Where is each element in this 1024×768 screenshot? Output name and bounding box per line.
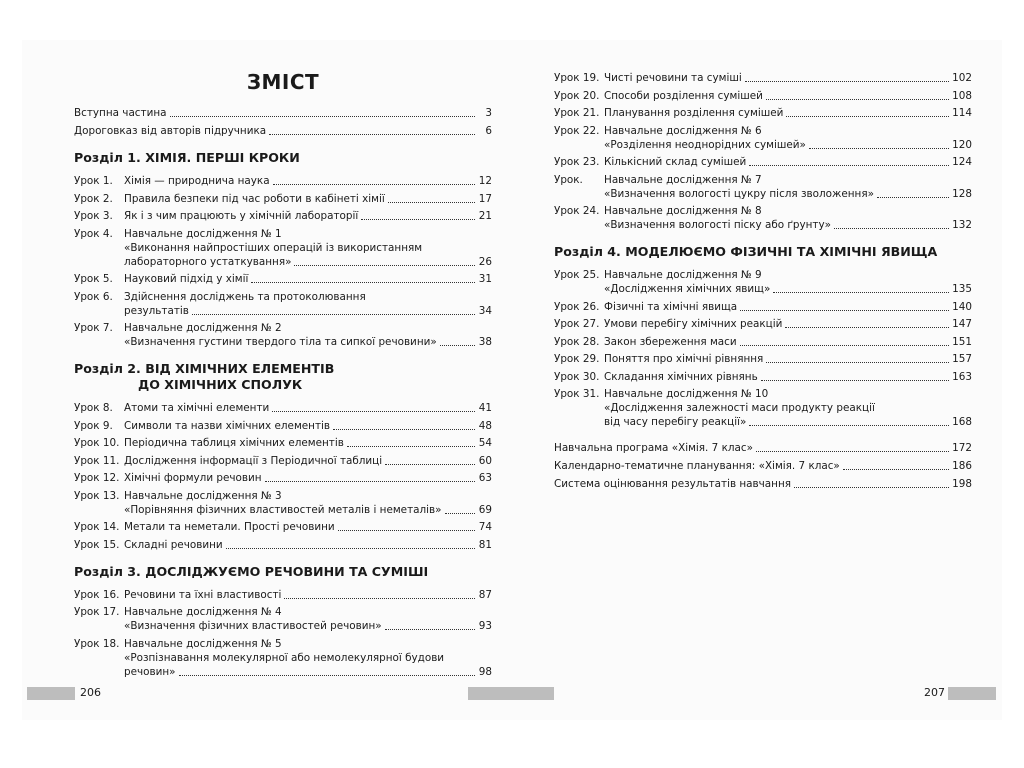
lesson-title — [124, 588, 492, 602]
page-ref: 186 — [952, 460, 972, 472]
left-footer-bar — [27, 687, 75, 700]
lesson-title — [124, 321, 492, 349]
lesson-entry[interactable] — [554, 89, 972, 103]
toc-line-text: «Визначення вологості цукру після зволоження» — [604, 187, 874, 200]
lesson-entry[interactable] — [74, 174, 492, 188]
appendix-entry[interactable] — [554, 441, 972, 455]
page-ref: 87 — [478, 588, 492, 601]
page-ref: 63 — [478, 472, 492, 484]
lesson-title — [604, 106, 972, 120]
lesson-title — [604, 89, 972, 103]
toc-line — [604, 317, 972, 331]
lesson-title — [124, 471, 492, 485]
page-ref: 69 — [478, 503, 492, 516]
toc-line — [124, 192, 492, 206]
lesson-title-line: Навчальне дослідження № 6 — [604, 124, 762, 137]
lesson-entry[interactable] — [554, 71, 972, 85]
toc-line-text: Речовини та їхні властивості — [124, 588, 282, 601]
toc-line-text: речовин» — [124, 665, 176, 678]
dot-leader — [265, 481, 475, 482]
toc-line-text: Календарно-тематичне планування: «Хімія. 7 клас» — [554, 460, 840, 472]
lesson-label: Урок 20. — [554, 89, 600, 102]
toc-line — [124, 503, 492, 517]
section-heading-line: Розділ 1. ХІМІЯ. ПЕРШІ КРОКИ — [74, 150, 300, 165]
lesson-label: Урок 9. — [74, 419, 113, 432]
page-ref: 26 — [478, 255, 492, 268]
toc-line — [124, 454, 492, 468]
toc-line — [604, 370, 972, 384]
page-ref: 21 — [478, 210, 492, 222]
lesson-label: Урок 29. — [554, 353, 600, 365]
lesson-label: Урок 22. — [554, 124, 600, 137]
toc-line-text: Правила безпеки під час роботи в кабінеті хімії — [124, 192, 385, 205]
toc-line — [604, 218, 972, 232]
lesson-title — [604, 155, 972, 169]
dot-leader — [745, 81, 949, 82]
lesson-title — [604, 173, 972, 201]
dot-leader — [251, 282, 475, 283]
lesson-title-line: «Виконання найпростіших операцій із використанням — [124, 241, 423, 254]
toc-line — [124, 174, 492, 188]
lesson-title-line: Здійснення досліджень та протоколювання — [124, 290, 366, 303]
toc-line-text: «Розділення неоднорідних сумішей» — [604, 138, 806, 151]
lesson-label: Урок 27. — [554, 318, 600, 330]
lesson-title — [604, 352, 972, 366]
lesson-title — [604, 124, 972, 152]
lesson-entry[interactable] — [554, 204, 972, 232]
lesson-label: Урок 16. — [74, 588, 120, 601]
page-ref: 41 — [478, 402, 492, 414]
lesson-entry[interactable] — [74, 419, 492, 433]
appendix-entry[interactable] — [554, 477, 972, 491]
lesson-title-line: Навчальне дослідження № 2 — [124, 322, 282, 334]
lesson-label: Урок 7. — [74, 322, 113, 334]
toc-line — [124, 436, 492, 450]
toc-line-text: Як і з чим працюють у хімічній лабораторії — [124, 210, 359, 222]
lesson-label: Урок 5. — [74, 273, 113, 285]
lesson-entry[interactable] — [554, 335, 972, 349]
toc-line-text: Фізичні та хімічні явища — [604, 300, 738, 313]
lesson-label: Урок 24. — [554, 205, 600, 217]
toc-line — [124, 619, 492, 633]
page-ref: 132 — [952, 219, 972, 231]
toc-line — [604, 106, 972, 120]
section-heading-line: Розділ 2. ВІД ХІМІЧНИХ ЕЛЕМЕНТІВ — [74, 361, 335, 376]
section-4 — [554, 244, 972, 429]
lesson-label: Урок. — [554, 173, 583, 186]
dot-leader — [761, 380, 949, 381]
lesson-entry[interactable] — [74, 321, 492, 349]
page-ref: 124 — [952, 156, 972, 168]
dot-leader — [740, 345, 950, 346]
page-ref: 48 — [478, 419, 492, 432]
lesson-label: Урок 28. — [554, 335, 600, 348]
dot-leader — [333, 429, 475, 430]
lesson-title — [604, 268, 972, 296]
lesson-label: Урок 12. — [74, 472, 120, 484]
left-page-number: 206 — [80, 686, 101, 699]
lessons-continued-list — [554, 71, 972, 232]
dot-leader — [445, 513, 476, 514]
toc-line — [74, 124, 492, 138]
section-heading-line: Розділ 3. ДОСЛІДЖУЄМО РЕЧОВИНИ ТА СУМІШІ — [74, 563, 429, 579]
lesson-label: Урок 18. — [74, 637, 120, 650]
lesson-entry[interactable] — [74, 454, 492, 468]
toc-line — [604, 300, 972, 314]
dot-leader — [192, 314, 475, 315]
lesson-title-line: Навчальне дослідження № 8 — [604, 205, 762, 217]
lesson-title — [124, 454, 492, 468]
dot-leader — [284, 598, 475, 599]
right-page — [554, 40, 972, 495]
toc-line — [554, 477, 972, 491]
lesson-label: Урок 3. — [74, 210, 113, 222]
dot-leader — [385, 629, 475, 630]
toc-line-text: «Визначення фізичних властивостей речовин» — [124, 620, 382, 632]
toc-line-text: Умови перебігу хімічних реакцій — [604, 318, 783, 330]
lesson-entry[interactable] — [554, 124, 972, 152]
lesson-title-line: Навчальне дослідження № 1 — [124, 227, 282, 240]
page-ref: 3 — [485, 107, 492, 119]
toc-line-text: Планування розділення сумішей — [604, 107, 784, 119]
toc-line-text: Науковий підхід у хімії — [124, 273, 249, 285]
toc-line — [604, 187, 972, 201]
lesson-title-line: «Розпізнавання молекулярної або немолекулярної будови — [124, 651, 445, 664]
lesson-label: Урок 23. — [554, 156, 600, 168]
lesson-entry[interactable] — [554, 317, 972, 331]
toc-line-text: «Визначення вологості піску або ґрунту» — [604, 219, 831, 231]
left-page — [74, 40, 492, 682]
lesson-entry[interactable] — [554, 268, 972, 296]
toc-line-text: Дослідження інформації з Періодичної таблиці — [124, 454, 383, 467]
toc-line-text: Система оцінювання результатів навчання — [554, 478, 792, 490]
lesson-label: Урок 2. — [74, 192, 113, 205]
page-ref: 147 — [952, 318, 972, 330]
dot-leader — [785, 327, 949, 328]
intro-list — [74, 106, 492, 138]
dot-leader — [794, 487, 949, 488]
toc-line-text: лабораторного устаткування» — [124, 255, 292, 268]
intro-entry[interactable] — [74, 106, 492, 120]
section-heading-line: ДО ХІМІЧНИХ СПОЛУК — [138, 377, 303, 392]
page-ref: 120 — [952, 138, 972, 151]
lesson-entry[interactable] — [554, 106, 972, 120]
lesson-label: Урок 31. — [554, 388, 600, 400]
toc-line — [124, 471, 492, 485]
dot-leader — [294, 265, 475, 266]
page-ref: 102 — [952, 72, 972, 84]
page-ref: 168 — [952, 416, 972, 428]
toc-line — [604, 138, 972, 152]
lesson-entry[interactable] — [74, 272, 492, 286]
lesson-title — [124, 227, 492, 269]
toc-line — [604, 282, 972, 296]
lesson-label: Урок 15. — [74, 538, 120, 551]
page-ref: 17 — [478, 192, 492, 205]
lesson-label: Урок 8. — [74, 402, 113, 414]
page-ref: 163 — [952, 370, 972, 383]
lesson-title — [124, 290, 492, 318]
lesson-title-line: Навчальне дослідження № 4 — [124, 606, 282, 618]
intro-entry[interactable] — [74, 124, 492, 138]
toc-line — [604, 415, 972, 429]
lesson-title-line: Навчальне дослідження № 7 — [604, 173, 762, 186]
lesson-title — [124, 209, 492, 223]
lesson-label: Урок 21. — [554, 107, 600, 119]
lesson-label: Урок 4. — [74, 227, 113, 240]
lesson-entry[interactable] — [554, 155, 972, 169]
lesson-entry[interactable] — [554, 352, 972, 366]
toc-line-text: «Порівняння фізичних властивостей металів і неметалів» — [124, 503, 442, 516]
dot-leader — [786, 116, 949, 117]
page-ref: 172 — [952, 442, 972, 454]
toc-line — [124, 401, 492, 415]
lesson-title — [124, 174, 492, 188]
dot-leader — [385, 464, 475, 465]
toc-line — [554, 459, 972, 473]
toc-line — [74, 106, 492, 120]
page-ref: 38 — [478, 336, 492, 348]
toc-line-text: від часу перебігу реакції» — [604, 416, 747, 428]
dot-leader — [170, 116, 476, 117]
lesson-title — [124, 637, 492, 679]
dot-leader — [756, 451, 949, 452]
lesson-label: Урок 30. — [554, 370, 600, 383]
section-heading — [74, 564, 492, 580]
lesson-label: Урок 6. — [74, 290, 113, 303]
toc-line-text: Способи розділення сумішей — [604, 89, 763, 102]
dot-leader — [338, 530, 475, 531]
lesson-entry[interactable] — [74, 471, 492, 485]
dot-leader — [834, 228, 949, 229]
lesson-label: Урок 25. — [554, 269, 600, 281]
lesson-entry[interactable] — [554, 173, 972, 201]
toc-line-text: результатів — [124, 304, 189, 317]
dot-leader — [347, 446, 475, 447]
page-ref: 34 — [478, 304, 492, 317]
lesson-entry[interactable] — [74, 209, 492, 223]
lesson-entry[interactable] — [554, 387, 972, 429]
dot-leader — [766, 362, 949, 363]
dot-leader — [877, 197, 949, 198]
lesson-title-line: Навчальне дослідження № 3 — [124, 489, 282, 502]
dot-leader — [440, 345, 475, 346]
section-heading — [74, 361, 492, 393]
lesson-entry[interactable] — [74, 436, 492, 450]
lesson-title — [124, 401, 492, 415]
right-footer-bar — [948, 687, 996, 700]
lesson-entry[interactable] — [74, 290, 492, 318]
page-ref: 93 — [478, 620, 492, 632]
page-ref: 31 — [478, 273, 492, 285]
lesson-title — [604, 387, 972, 429]
toc-line-text: Хімія — природнича наука — [124, 175, 270, 187]
dot-leader — [361, 219, 475, 220]
page-ref: 108 — [952, 89, 972, 102]
lesson-entry[interactable] — [554, 300, 972, 314]
lesson-title — [604, 317, 972, 331]
lesson-label: Урок 11. — [74, 454, 120, 467]
lesson-title — [604, 335, 972, 349]
appendix-entry[interactable] — [554, 459, 972, 473]
dot-leader — [269, 134, 475, 135]
toc-line-text: Вступна частина — [74, 107, 167, 119]
toc-line-text: Поняття про хімічні рівняння — [604, 353, 764, 365]
toc-line — [604, 89, 972, 103]
lesson-label: Урок 1. — [74, 175, 113, 187]
page-ref: 198 — [952, 478, 972, 490]
toc-line — [124, 255, 492, 269]
page-ref: 81 — [478, 538, 492, 551]
lesson-title — [124, 436, 492, 450]
toc-line — [124, 335, 492, 349]
dot-leader — [773, 292, 949, 293]
toc-line — [124, 520, 492, 534]
dot-leader — [843, 469, 949, 470]
toc-line-text: Періодична таблиця хімічних елементів — [124, 437, 344, 449]
lesson-label: Урок 26. — [554, 300, 600, 313]
toc-line-text: Дороговказ від авторів підручника — [74, 125, 267, 137]
book-spread — [22, 40, 1002, 720]
lesson-entry[interactable] — [74, 227, 492, 269]
lesson-title-line: Навчальне дослідження № 10 — [604, 388, 769, 400]
dot-leader — [226, 548, 475, 549]
lesson-label: Урок 19. — [554, 72, 600, 84]
toc-line-text: Атоми та хімічні елементи — [124, 402, 270, 414]
lesson-title — [124, 419, 492, 433]
toc-line — [124, 538, 492, 552]
page-title: ЗМІСТ — [246, 70, 320, 94]
page-ref: 135 — [952, 283, 972, 295]
lesson-title — [124, 538, 492, 552]
lesson-entry[interactable] — [74, 538, 492, 552]
lesson-entry[interactable] — [74, 489, 492, 517]
lesson-title-line: Навчальне дослідження № 9 — [604, 269, 762, 281]
section-heading-line: Розділ 4. МОДЕЛЮЄМО ФІЗИЧНІ ТА ХІМІЧНІ ЯВИЩА — [554, 244, 938, 259]
lesson-title — [604, 204, 972, 232]
dot-leader — [766, 99, 949, 100]
toc-line — [124, 665, 492, 679]
toc-line-text: «Дослідження хімічних явищ» — [604, 283, 771, 295]
page-ref: 60 — [478, 454, 492, 467]
lesson-entry[interactable] — [74, 588, 492, 602]
section-heading — [554, 244, 972, 260]
lesson-label: Урок 13. — [74, 489, 120, 502]
page-ref: 140 — [952, 300, 972, 313]
lesson-title — [604, 300, 972, 314]
dot-leader — [273, 184, 475, 185]
lesson-title — [604, 71, 972, 85]
lesson-entry[interactable] — [74, 605, 492, 633]
lesson-entry[interactable] — [74, 401, 492, 415]
center-footer-bar — [468, 687, 554, 700]
lesson-entry[interactable] — [74, 637, 492, 679]
dot-leader — [740, 310, 949, 311]
page-ref: 6 — [485, 125, 492, 137]
lesson-title — [124, 192, 492, 206]
toc-line — [124, 209, 492, 223]
lesson-label: Урок 14. — [74, 521, 120, 533]
sections-list — [74, 150, 492, 679]
page-ref: 74 — [478, 521, 492, 533]
toc-line — [124, 419, 492, 433]
lesson-title-line: Навчальне дослідження № 5 — [124, 637, 282, 650]
page-ref: 98 — [478, 665, 492, 678]
page-ref: 54 — [478, 437, 492, 449]
right-page-number: 207 — [924, 686, 945, 699]
toc-line-text: Складні речовини — [124, 538, 223, 551]
page-ref: 12 — [478, 175, 492, 187]
dot-leader — [179, 675, 475, 676]
toc-line-text: Навчальна програма «Хімія. 7 клас» — [554, 442, 753, 454]
toc-line-text: Чисті речовини та суміші — [604, 72, 742, 84]
toc-line — [124, 588, 492, 602]
lesson-entry[interactable] — [74, 192, 492, 206]
toc-line-text: Символи та назви хімічних елементів — [124, 419, 331, 432]
toc-line-text: Закон збереження маси — [604, 335, 737, 348]
page-ref: 128 — [952, 187, 972, 200]
lesson-title — [124, 520, 492, 534]
lesson-title — [124, 605, 492, 633]
toc-line — [554, 441, 972, 455]
dot-leader — [809, 148, 949, 149]
toc-line — [124, 304, 492, 318]
lesson-label: Урок 10. — [74, 437, 120, 449]
toc-line — [604, 352, 972, 366]
dot-leader — [749, 425, 949, 426]
dot-leader — [272, 411, 475, 412]
page-ref: 114 — [952, 107, 972, 119]
lesson-label: Урок 17. — [74, 606, 120, 618]
page-ref: 151 — [952, 335, 972, 348]
dot-leader — [388, 202, 475, 203]
toc-line — [604, 155, 972, 169]
toc-line-text: Метали та неметали. Прості речовини — [124, 521, 335, 533]
lesson-title — [124, 272, 492, 286]
lesson-entry[interactable] — [74, 520, 492, 534]
toc-line — [604, 335, 972, 349]
lesson-title — [124, 489, 492, 517]
section-heading — [74, 150, 492, 166]
appendix-list — [554, 441, 972, 491]
page-ref: 157 — [952, 353, 972, 365]
toc-line — [124, 272, 492, 286]
lesson-title-line: «Дослідження залежності маси продукту реакції — [604, 402, 875, 414]
toc-line-text: «Визначення густини твердого тіла та сипкої речовини» — [124, 336, 437, 348]
toc-line-text: Хімічні формули речовин — [124, 472, 262, 484]
lesson-title — [604, 370, 972, 384]
dot-leader — [749, 165, 949, 166]
toc-line-text: Кількісний склад сумішей — [604, 156, 747, 168]
lesson-entry[interactable] — [554, 370, 972, 384]
toc-line-text: Складання хімічних рівнянь — [604, 370, 758, 383]
toc-line — [604, 71, 972, 85]
